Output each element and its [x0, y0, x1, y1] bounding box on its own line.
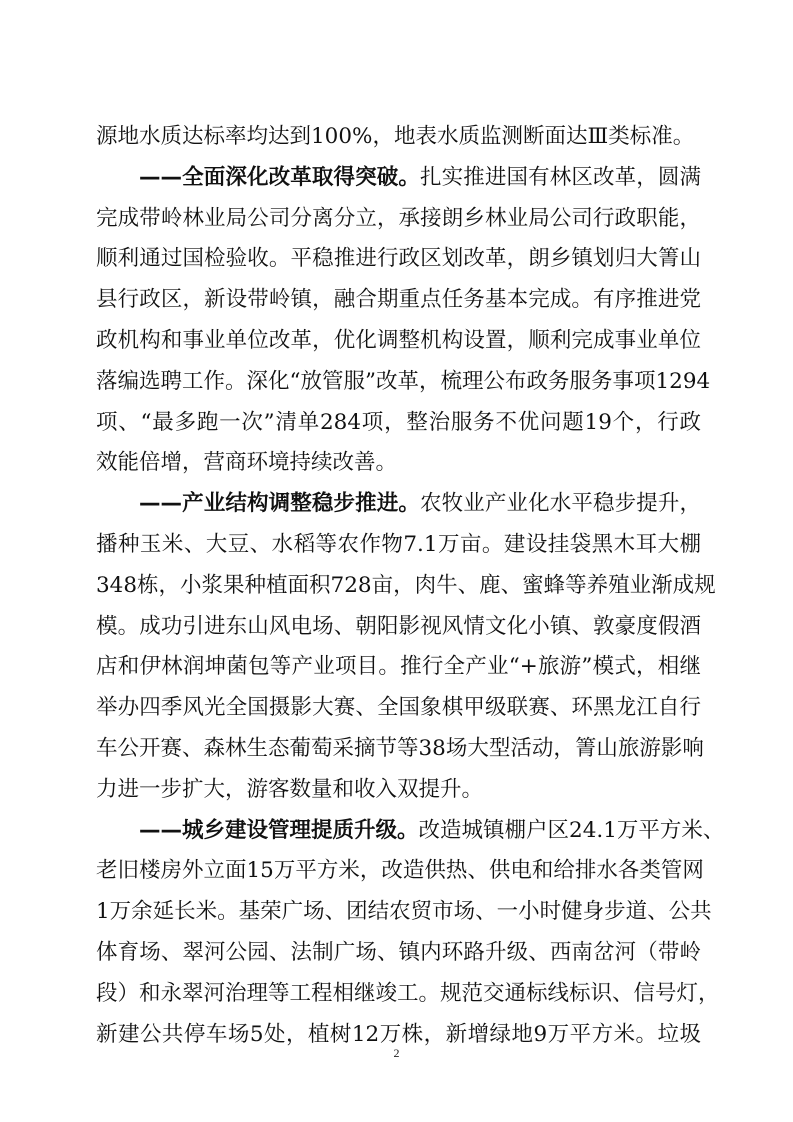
section-heading: ——全面深化改革取得突破。 [139, 164, 420, 190]
paragraph-line: 落编选聘工作。深化“放管服”改革，梳理公布政务服务事项1294 [96, 368, 711, 394]
paragraph-line: 体育场、翠河公园、法制广场、镇内环路升级、西南岔河（带岭 [96, 939, 701, 965]
paragraph-line: 县行政区，新设带岭镇，融合期重点任务基本完成。有序推进党 [96, 287, 701, 313]
paragraph-line: 段）和永翠河治理等工程相继竣工。规范交通标线标识、信号灯， [96, 980, 720, 1006]
section-heading: ——城乡建设管理提质升级。 [139, 817, 419, 843]
paragraph-line: 老旧楼房外立面15万平方米，改造供热、供电和给排水各类管网 [96, 858, 704, 884]
paragraph-line: 力进一步扩大，游客数量和收入双提升。 [96, 776, 484, 802]
section-heading: ——产业结构调整稳步推进。 [139, 491, 420, 517]
paragraph-line: 348栋，小浆果种植面积728亩，肉牛、鹿、蜜蜂等养殖业渐成规 [96, 572, 716, 598]
paragraph-line: 顺利通过国检验收。平稳推进行政区划改革，朗乡镇划归大箐山 [96, 246, 701, 272]
paragraph-line: 车公开赛、森林生态葡萄采摘节等38场大型活动，箐山旅游影响 [96, 735, 704, 761]
page-number: 2 [393, 1046, 400, 1060]
section-heading-line [96, 811, 725, 852]
paragraph-line: 政机构和事业单位改革，优化调整机构设置，顺利完成事业单位 [96, 327, 701, 353]
paragraph-line: 店和伊林润坤菌包等产业项目。推行全产业“+旅游”模式，相继 [96, 654, 701, 680]
document-body [96, 117, 725, 1055]
section-text: 农牧业产业化水平稳步提升， [420, 491, 701, 517]
paragraph-line: 播种玉米、大豆、水稻等农作物7.1万亩。建设挂袋黑木耳大棚 [96, 531, 701, 557]
paragraph-line: 项、“最多跑一次”清单284项，整治服务不优问题19个，行政 [96, 409, 701, 435]
paragraph-line: 新建公共停车场5处，植树12万株，新增绿地9万平方米。垃圾 [96, 1021, 701, 1047]
paragraph-line: 完成带岭林业局公司分离分立，承接朗乡林业局公司行政职能， [96, 205, 701, 231]
section-heading-line [96, 158, 701, 199]
section-heading-line [96, 484, 701, 525]
paragraph-line: 1万余延长米。基荣广场、团结农贸市场、一小时健身步道、公共 [96, 899, 712, 925]
section-text: 扎实推进国有林区改革，圆满 [420, 164, 701, 190]
paragraph-line: 效能倍增，营商环境持续改善。 [96, 450, 398, 476]
paragraph-line: 源地水质达标率均达到100%，地表水质监测断面达Ⅲ类标准。 [96, 124, 695, 149]
section-text: 改造城镇棚户区24.1万平方米、 [418, 817, 725, 843]
paragraph-line: 举办四季风光全国摄影大赛、全国象棋甲级联赛、环黑龙江自行 [96, 695, 701, 721]
paragraph-line: 模。成功引进东山风电场、朝阳影视风情文化小镇、敦豪度假酒 [96, 613, 701, 639]
